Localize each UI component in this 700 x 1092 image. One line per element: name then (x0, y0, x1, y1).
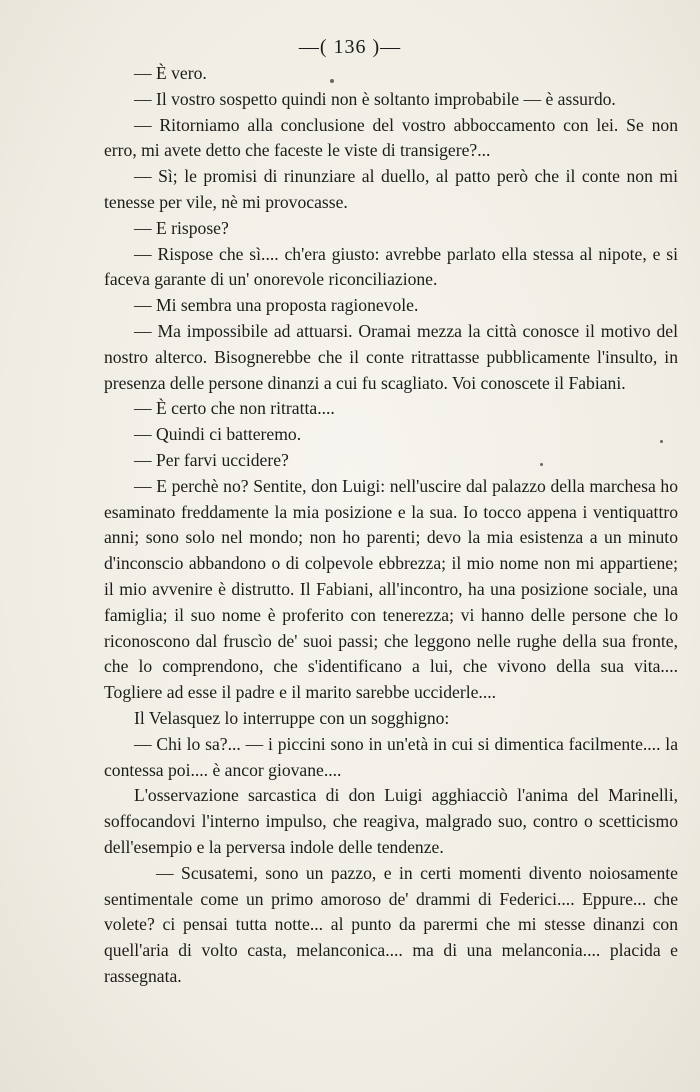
page-number: —( 136 )— (298, 36, 402, 58)
paragraph: — E rispose? (134, 217, 229, 238)
paragraph: — Scusatemi, sono un pazzo, e in certi momenti divento noiosamente sentimentale come un primo amoroso de' drammi di Federici.... Eppure... che volete? ci pensai tutta notte... al punto da parermi che mi stesse dinanzi con quell'aria di volto casta, melanconica.... ma di una melanconia.... placida e rassegnata. (104, 862, 678, 986)
ink-speck (540, 463, 543, 466)
paragraph: — Chi lo sa?... — i piccini sono in un'età in cui si dimentica facilmente.... la contessa poi.... è ancor giovane.... (104, 733, 678, 780)
ink-speck (330, 79, 334, 83)
paragraph: — È vero. (134, 63, 207, 83)
paragraph: — Rispose che sì.... ch'era giusto: avrebbe parlato ella stessa al nipote, e si faceva garante di un' onorevole riconciliazione. (104, 243, 678, 290)
paragraph: — Ma impossibile ad attuarsi. Oramai mezza la città conosce il motivo del nostro alterco. Bisognerebbe che il conte ritrattasse pubblicamente l'insulto, in presenza delle persone dinanzi a cui fu scagliato. Voi conoscete il Fabiani. (104, 320, 678, 393)
paragraph: — Ritorniamo alla conclusione del vostro abboccamento con lei. Se non erro, mi avete detto che faceste le viste di transigere?... (104, 114, 678, 161)
ink-speck (660, 440, 663, 443)
paragraph: — Per farvi uccidere? (134, 449, 289, 470)
paragraph: — È certo che non ritratta.... (134, 398, 335, 419)
paragraph: — Il vostro sospetto quindi non è soltanto improbabile — è assurdo. (134, 88, 616, 109)
body-text (104, 61, 678, 990)
paragraph: L'osservazione sarcastica di don Luigi agghiacciò l'anima del Marinelli, soffocandovi l'interno impulso, che reagiva, malgrado suo, contro o scetticismo dell'esempio e la perversa indole delle tendenze. (104, 785, 678, 857)
paragraph: — Sì; le promisi di rinunziare al duello, al patto però che il conte non mi tenesse per vile, nè mi provocasse. (104, 166, 678, 212)
paragraph: — Mi sembra una proposta ragionevole. (134, 295, 419, 316)
paragraph: — Quindi ci batteremo. (134, 424, 302, 445)
paragraph: Il Velasquez lo interruppe con un sogghigno: (134, 707, 450, 728)
paragraph: — E perchè no? Sentite, don Luigi: nell'uscire dal palazzo della marchesa ho esaminato freddamente la mia posizione e la sua. Io tocco appena i ventiquattro anni; sono solo nel mondo; non ho parenti; devo la mia esistenza a un minuto d'inconscio abbandono o di colpevole ebbrezza; il mio nome non mi appartiene; il mio avvenire è distrutto. Il Fabiani, all'incontro, ha una posizione sociale, una famiglia; il suo nome è proferito con tenerezza; vi hanno delle persone che lo riconoscono dal fruscìo de' suoi passi; che leggono nelle rughe della sua fronte, che lo comprendono, che s'identificano a lui, che vivono della sua vita.... Togliere ad esse il padre e il marito sarebbe ucciderle.... (104, 475, 678, 703)
